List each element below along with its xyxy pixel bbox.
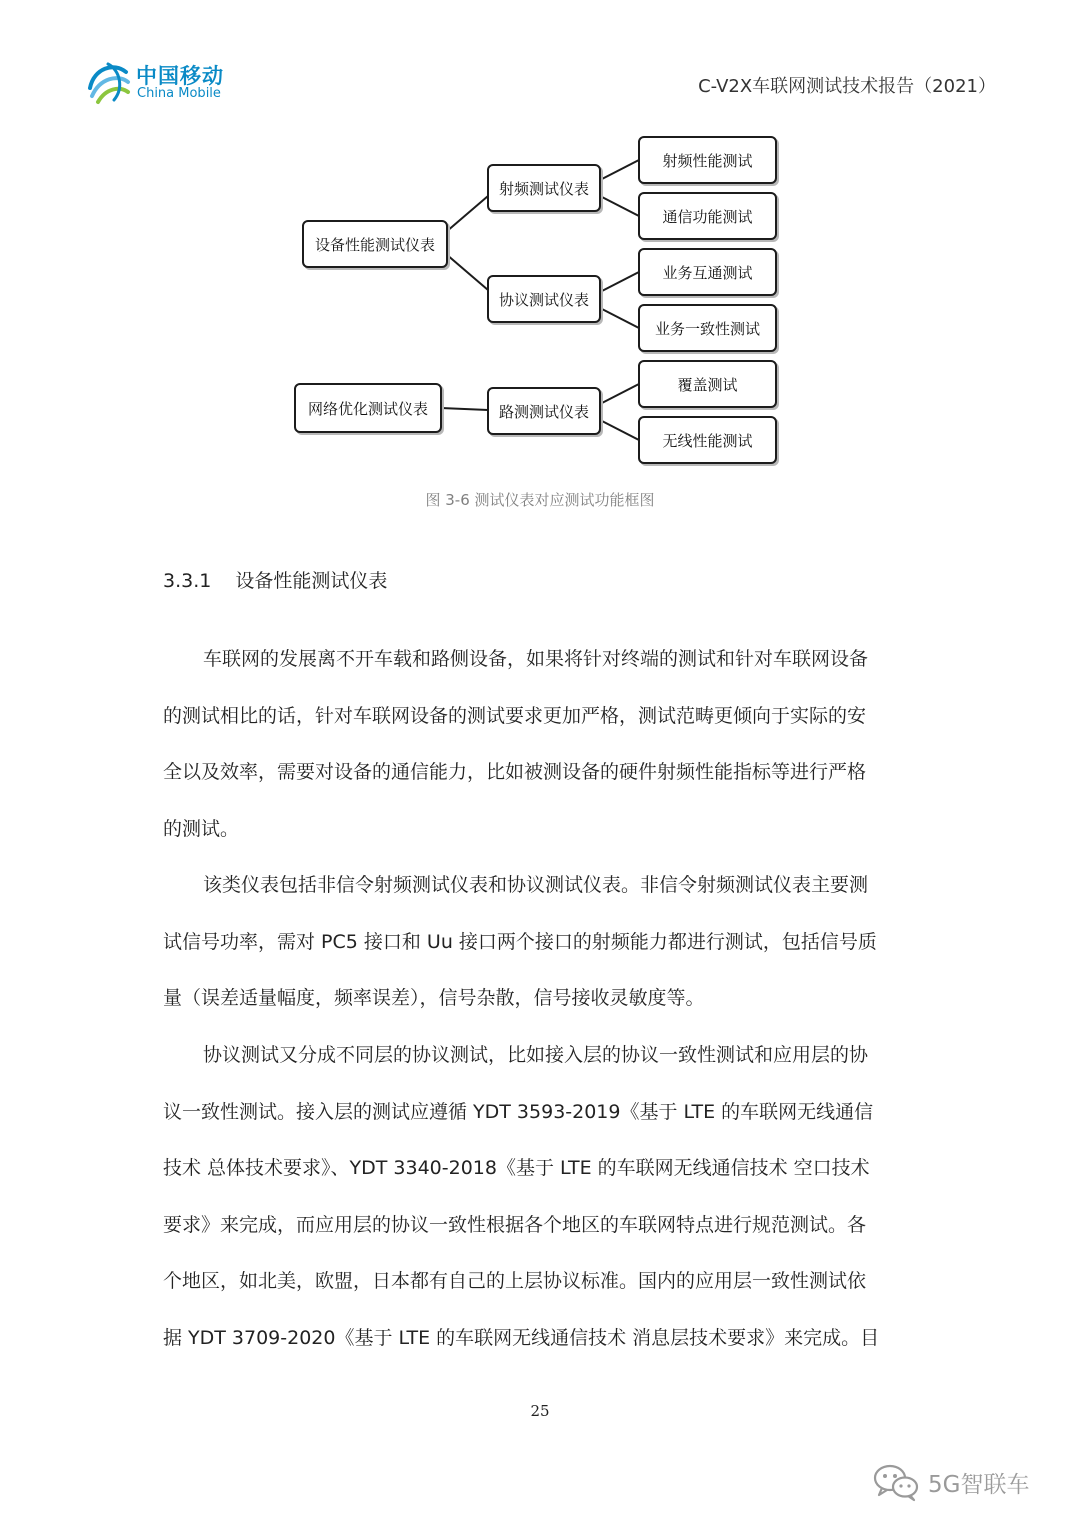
paragraph-line: 的测试相比的话，针对车联网设备的测试要求更加严格，测试范畴更倾向于实际的安 xyxy=(163,704,867,727)
paragraph-line: 技术 总体技术要求》、YDT 3340-2018《基于 LTE 的车联网无线通信技术 空口技术 xyxy=(163,1157,870,1179)
connector-protocol-leaf4 xyxy=(600,308,639,328)
paragraph-line: 车联网的发展离不开车载和路侧设备，如果将针对终端的测试和针对车联网设备 xyxy=(203,648,869,670)
paragraph-line: 议一致性测试。接入层的测试应遵循 YDT 3593-2019《基于 LTE 的车联网无线通信 xyxy=(163,1100,874,1123)
paragraph-line: 的测试。 xyxy=(163,817,240,840)
connector-protocol-leaf3 xyxy=(600,272,639,292)
report-title: C-V2X车联网测试技术报告（2021） xyxy=(698,76,996,97)
node-wireless-performance-test: 无线性能测试 xyxy=(638,416,777,464)
watermark-text: 5G智联车 xyxy=(928,1472,1030,1498)
node-network-optimization-instrument: 网络优化测试仪表 xyxy=(294,383,442,433)
paragraph-line: 全以及效率，需要对设备的通信能力，比如被测设备的硬件射频性能指标等进行严格 xyxy=(163,761,867,783)
paragraph-2 xyxy=(163,857,923,1027)
page-number: 25 xyxy=(530,1402,550,1420)
connector-root1-rf xyxy=(446,196,488,232)
paragraph-3 xyxy=(163,1027,923,1366)
node-drive-test-instrument: 路测测试仪表 xyxy=(487,387,601,435)
paragraph-line: 试信号功率，需对 PC5 接口和 Uu 接口两个接口的射频能力都进行测试，包括信号质 xyxy=(163,930,877,953)
wechat-icon xyxy=(872,1462,920,1502)
paragraph-line: 要求》来完成，而应用层的协议一致性根据各个地区的车联网特点进行规范测试。各 xyxy=(163,1213,867,1236)
connector-rf-leaf2 xyxy=(600,196,639,216)
paragraph-line: 该类仪表包括非信令射频测试仪表和协议测试仪表。非信令射频测试仪表主要测 xyxy=(203,874,869,896)
node-device-performance-instrument: 设备性能测试仪表 xyxy=(302,220,448,268)
watermark xyxy=(872,1462,1052,1502)
node-rf-performance-test: 射频性能测试 xyxy=(638,136,777,184)
section-heading xyxy=(163,566,387,593)
connector-root1-protocol xyxy=(446,254,488,290)
node-rf-test-instrument: 射频测试仪表 xyxy=(487,164,601,212)
node-coverage-test: 覆盖测试 xyxy=(638,360,777,408)
node-communication-function-test: 通信功能测试 xyxy=(638,192,777,240)
logo-text-en: China Mobile xyxy=(137,86,221,101)
paragraph-line: 协议测试又分成不同层的协议测试，比如接入层的协议一致性测试和应用层的协 xyxy=(203,1044,869,1066)
node-protocol-test-instrument: 协议测试仪表 xyxy=(487,275,601,323)
figure-caption: 图 3-6 测试仪表对应测试功能框图 xyxy=(425,491,655,509)
node-service-conformance-test: 业务一致性测试 xyxy=(638,304,777,352)
node-service-interop-test: 业务互通测试 xyxy=(638,248,777,296)
paragraph-line: 量（误差适量幅度，频率误差），信号杂散，信号接收灵敏度等。 xyxy=(163,987,705,1009)
logo-text-cn: 中国移动 xyxy=(136,64,224,88)
paragraph-line: 个地区，如北美，欧盟，日本都有自己的上层协议标准。国内的应用层一致性测试依 xyxy=(163,1270,867,1292)
paragraph-line: 据 YDT 3709-2020《基于 LTE 的车联网无线通信技术 消息层技术要求》来完成。目 xyxy=(163,1326,880,1349)
connector-drive-leaf5 xyxy=(600,384,639,404)
section-number: 3.3.1 xyxy=(163,570,212,592)
connector-root2-drive xyxy=(441,408,488,410)
paragraph-1 xyxy=(163,631,923,857)
connector-drive-leaf6 xyxy=(600,420,639,440)
section-title: 设备性能测试仪表 xyxy=(235,570,388,592)
connector-rf-leaf1 xyxy=(600,160,639,180)
